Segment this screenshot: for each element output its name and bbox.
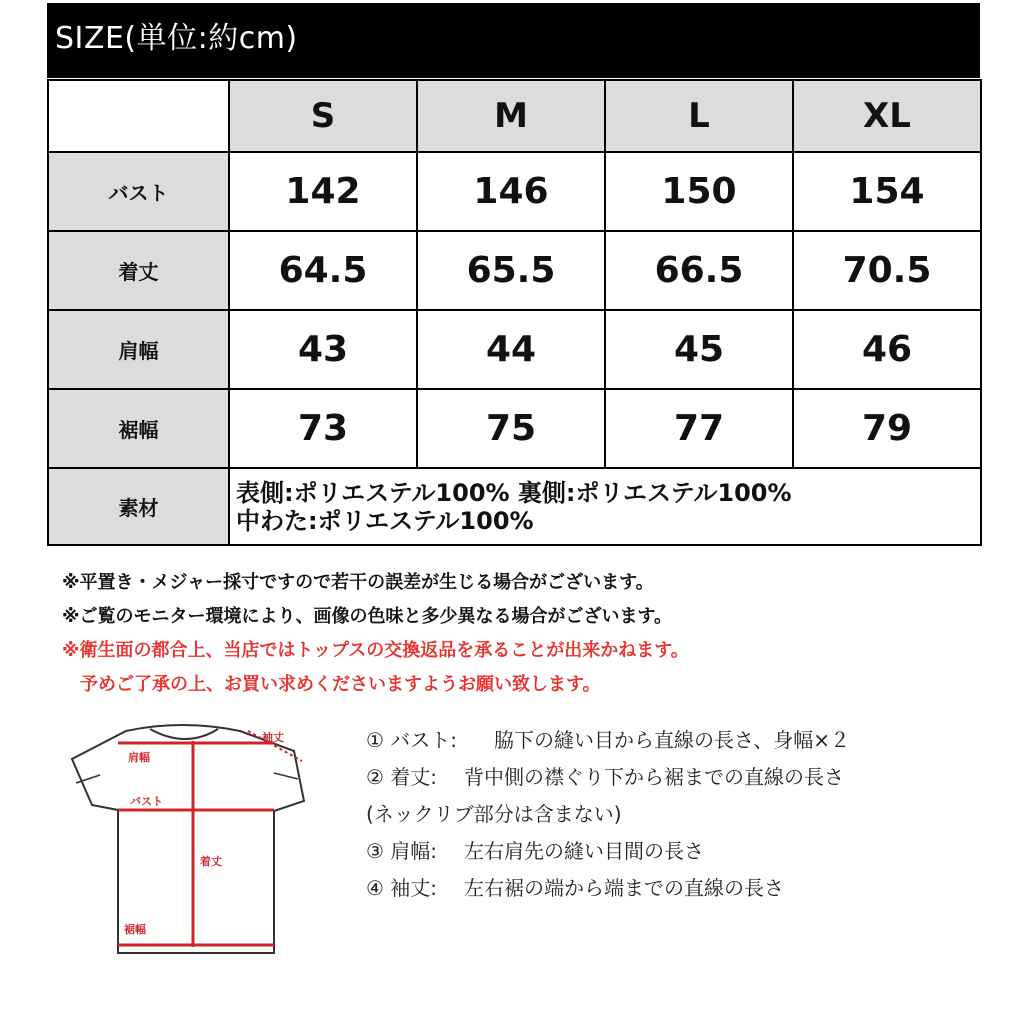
table-cell: 64.5 [229,231,417,310]
table-cell: 44 [417,310,605,389]
size-header-row [48,80,981,152]
legend-desc: 左右裾の端から端までの直線の長さ [464,876,784,900]
table-row-material [48,468,981,545]
row-label: 肩幅 [48,310,229,389]
size-header-l: L [605,80,793,152]
note-monitor: ※ご覧のモニター環境により、画像の色味と多少異なる場合がございます。 [62,606,673,627]
legend-desc: 背中側の襟ぐり下から裾までの直線の長さ [464,765,844,789]
measurement-legend [366,722,850,907]
legend-desc: (ネックリブ部分は含まない) [366,802,622,826]
size-title: SIZE(単位:約cm) [55,21,298,56]
table-cell: 65.5 [417,231,605,310]
material-line-2: 中わた:ポリエステル100% [236,506,534,535]
note-return-policy: ※衛生面の都合上、当店ではトップスの交換返品を承ることが出来かねます。 [62,640,689,661]
legend-shoulder [366,833,850,870]
table-cell: 66.5 [605,231,793,310]
table-cell: 43 [229,310,417,389]
diagram-label-bust: バスト [130,795,163,808]
table-row-shoulder [48,310,981,389]
size-title-bar [47,3,980,78]
size-header-xl: XL [793,80,981,152]
legend-desc: 脇下の縫い目から直線の長さ、身幅×２ [494,728,850,752]
size-table [47,79,982,546]
table-cell: 146 [417,152,605,231]
tshirt-outline-icon [62,715,312,970]
table-cell: 142 [229,152,417,231]
material-line-1: 表側:ポリエステル100% 裏側:ポリエステル100% [236,478,792,507]
size-header-m: M [417,80,605,152]
diagram-label-length: 着丈 [200,855,222,868]
legend-bust [366,722,850,759]
diagram-label-hem: 裾幅 [124,923,146,936]
diagram-label-shoulder: 肩幅 [128,751,150,764]
table-cell: 154 [793,152,981,231]
size-header-s: S [229,80,417,152]
tshirt-diagram [62,715,312,970]
legend-length [366,759,850,796]
table-cell: 150 [605,152,793,231]
legend-term: ① バスト: [366,728,458,752]
legend-sleeve [366,870,850,907]
note-measurement: ※平置き・メジャー採寸ですので若干の誤差が生じる場合がございます。 [62,572,654,593]
material-cell [229,468,981,545]
table-row-length [48,231,981,310]
table-cell: 46 [793,310,981,389]
diagram-label-sleeve: 袖丈 [262,731,284,744]
corner-cell [48,80,229,152]
table-cell: 45 [605,310,793,389]
table-cell: 73 [229,389,417,468]
legend-desc: 左右肩先の縫い目間の長さ [464,839,704,863]
table-cell: 75 [417,389,605,468]
legend-length-note [366,796,850,833]
table-cell: 70.5 [793,231,981,310]
row-label: 裾幅 [48,389,229,468]
table-row-hem [48,389,981,468]
row-label: バスト [48,152,229,231]
row-label: 着丈 [48,231,229,310]
table-cell: 77 [605,389,793,468]
row-label: 素材 [48,468,229,545]
legend-term: ③ 肩幅: [366,839,438,863]
legend-term: ② 着丈: [366,765,438,789]
table-cell: 79 [793,389,981,468]
note-acknowledge: 予めご了承の上、お買い求めくださいますようお願い致します。 [80,674,601,695]
table-row-bust [48,152,981,231]
legend-term: ④ 袖丈: [366,876,438,900]
notes [62,566,962,702]
